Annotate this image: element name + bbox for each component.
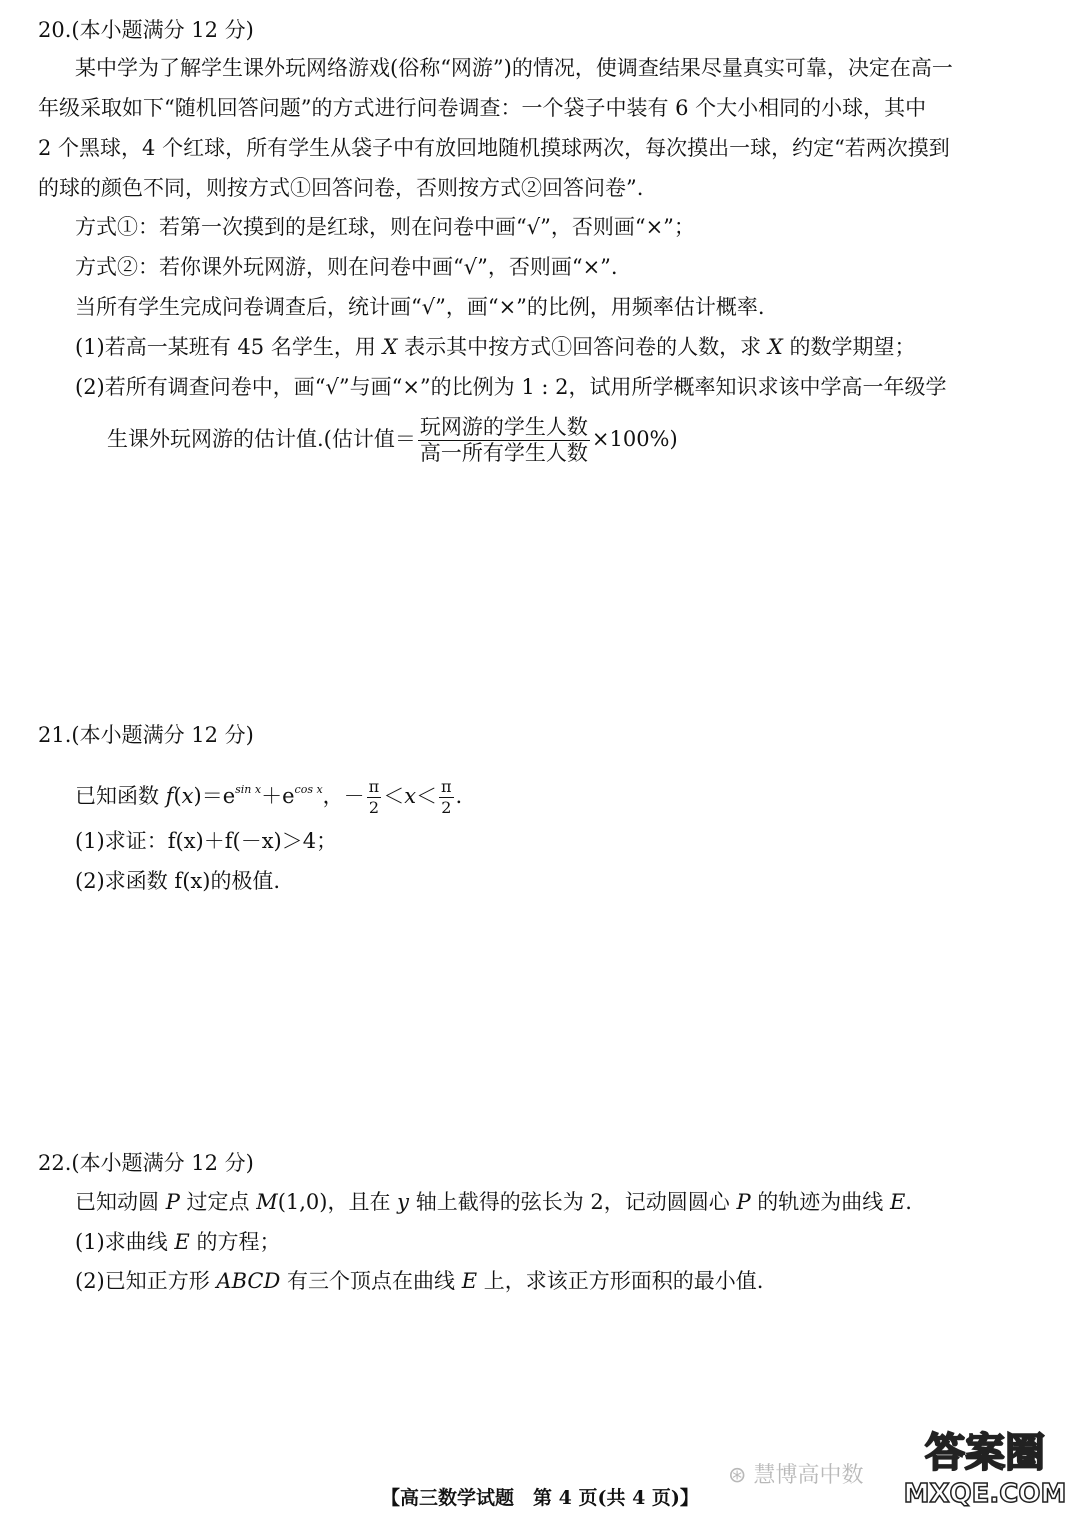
q20-para-line-4: 的球的颜色不同，则按方式①回答问卷，否则按方式②回答问卷”. — [38, 176, 644, 200]
q22-s2-a: (2)已知正方形 — [75, 1269, 217, 1293]
q21-heading: 21.(本小题满分 12 分) — [38, 723, 254, 747]
var-m: M — [256, 1190, 278, 1214]
q21-range-pre: ，－ — [322, 784, 365, 808]
q22-c: (1,0)，且在 — [277, 1190, 398, 1214]
q22-s1-a: (1)求曲线 — [75, 1230, 175, 1254]
q20-para-line-2: 年级采取如下“随机回答问题”的方式进行问卷调查：一个袋子中装有 6 个大小相同的小球，其中 — [38, 96, 927, 120]
wechat-icon: ⊛ — [728, 1463, 747, 1488]
q20-var-x: X — [382, 335, 398, 359]
page-footer: 【高三数学试题 第 4 页(共 4 页)】 — [381, 1487, 699, 1509]
q21-eq: )＝e — [193, 784, 236, 808]
q21-s2-pre: (2)求函数 — [75, 869, 175, 893]
q20-s1-text-c: 的数学期望； — [782, 335, 916, 359]
func-f: f — [165, 784, 174, 808]
q21-subquestion-2 — [75, 866, 280, 896]
q21-pre: 已知函数 — [75, 784, 166, 808]
pi-over-2-right — [439, 779, 454, 816]
q21-subquestion-1 — [75, 826, 337, 856]
q22-s2-c: 上，求该正方形面积的最小值. — [477, 1269, 764, 1293]
exp-sin: sin x — [235, 783, 262, 796]
estimate-fraction — [418, 417, 590, 464]
lt-1: ＜ — [383, 784, 405, 808]
fraction-numerator: 玩网游的学生人数 — [419, 415, 588, 439]
q20-method-1: 方式①：若第一次摸到的是红球，则在问卷中画“√”，否则画“×”； — [75, 215, 695, 239]
q21-plus: ＋e — [261, 784, 295, 808]
q20-para-line-3: 2 个黑球，4 个红球，所有学生从袋子中有放回地随机摸球两次，每次摸出一球，约定“若两次摸到 — [38, 136, 950, 160]
q21-s1-label: (1)求证： — [75, 829, 168, 853]
q20-s2-post: ×100%) — [591, 427, 678, 451]
q20-subquestion-1 — [75, 332, 915, 362]
fraction-denominator: 高一所有学生人数 — [419, 441, 588, 465]
var-x: x — [181, 784, 194, 808]
var-e-2: E — [174, 1230, 190, 1254]
q22-heading: 22.(本小题满分 12 分) — [38, 1151, 254, 1175]
q20-s1-text-a: (1)若高一某班有 45 名学生，用 — [75, 335, 383, 359]
q22-subquestion-2 — [75, 1266, 763, 1296]
logo-url: MXQE.COM — [903, 1479, 1067, 1509]
q21-end: . — [455, 784, 463, 808]
q20-subquestion-2-cont — [107, 416, 678, 464]
q20-para-line-1: 某中学为了解学生课外玩网络游戏(俗称“网游”)的情况，使调查结果尽量真实可靠，决定在高一 — [75, 56, 953, 80]
q20-var-x-2: X — [767, 335, 783, 359]
q21-function-def: 已知函数 $f(x)=e^{sin x}+e^{cos x}$，－ $\frac{\pi}{2}$ ＜x＜ $\frac{\pi}{2}$ . — [75, 777, 463, 817]
q22-subquestion-1 — [75, 1227, 280, 1257]
var-abcd: ABCD — [216, 1269, 281, 1293]
q20-stat-line: 当所有学生完成问卷调查后，统计画“√”，画“×”的比例，用频率估计概率. — [75, 295, 765, 319]
var-x-2: x — [404, 784, 417, 808]
var-p-2: P — [736, 1190, 751, 1214]
q21-s1-expr: f(x)＋f(－x)＞4； — [167, 829, 338, 853]
logo-text: 答案圈 — [925, 1430, 1045, 1476]
watermark-account: 慧博高中数 — [753, 1463, 864, 1488]
q22-a: 已知动圆 — [75, 1190, 166, 1214]
var-p: P — [165, 1190, 180, 1214]
q20-s1-text-b: 表示其中按方式①回答问卷的人数，求 — [397, 335, 768, 359]
lt-2: ＜ — [416, 784, 438, 808]
q21-s2-post: 的极值. — [210, 869, 281, 893]
q22-f: . — [905, 1190, 912, 1214]
pi-over-2-left — [367, 779, 382, 816]
var-e-3: E — [461, 1269, 478, 1293]
q20-subquestion-2: (2)若所有调查问卷中，画“√”与画“×”的比例为 1 : 2，试用所学概率知识求该中学高一年级学 — [75, 375, 947, 399]
q20-method-2: 方式②：若你课外玩网游，则在问卷中画“√”，否则画“×”. — [75, 255, 618, 279]
q20-s2-pre: 生课外玩网游的估计值.(估计值＝ — [107, 427, 416, 451]
var-e: E — [889, 1190, 906, 1214]
pi-den-2: 2 — [441, 798, 452, 817]
exp-cos: cos x — [294, 783, 323, 796]
q22-s1-b: 的方程； — [189, 1230, 281, 1254]
pi-den: 2 — [368, 798, 380, 817]
q22-e: 的轨迹为曲线 — [750, 1190, 890, 1214]
q22-problem-statement — [75, 1187, 912, 1217]
var-y: y — [397, 1190, 410, 1214]
q21-s2-expr: f(x) — [174, 869, 211, 893]
q22-s2-b: 有三个顶点在曲线 — [280, 1269, 462, 1293]
q22-d: 轴上截得的弦长为 2，记动圆圆心 — [409, 1190, 737, 1214]
q20-heading: 20.(本小题满分 12 分) — [38, 18, 254, 42]
q22-b: 过定点 — [179, 1190, 257, 1214]
pi-num: π — [368, 777, 380, 796]
pi-num-2: π — [441, 777, 452, 796]
